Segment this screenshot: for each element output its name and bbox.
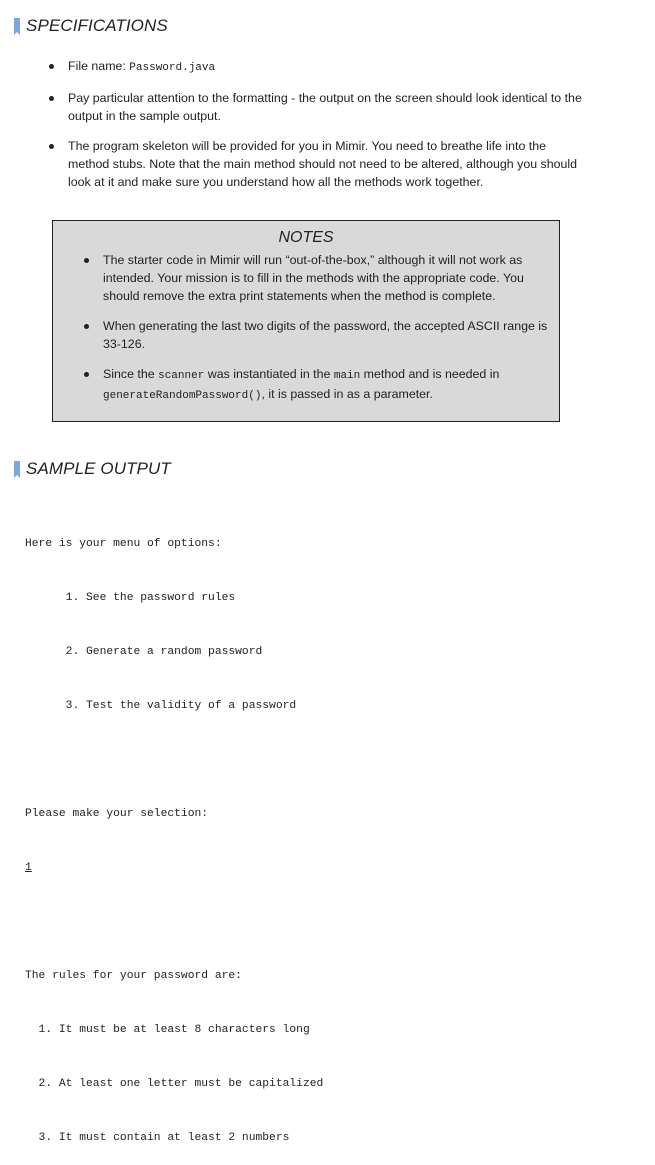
note-ascii-range: When generating the last two digits of the password, the accepted ASCII range is 33-126.	[103, 317, 553, 353]
selection-prompt: Please make your selection:	[25, 808, 209, 820]
generate-password-code: generateRandomPassword()	[103, 390, 262, 402]
specifications-title: SPECIFICATIONS	[26, 16, 168, 35]
sample-output-heading	[14, 459, 171, 479]
rule-3: 3. It must contain at least 2 numbers	[25, 1132, 290, 1144]
file-name-code: Password.java	[129, 62, 216, 74]
list-item-formatting: Pay particular attention to the formatting - the output on the screen should look identical to the output in the sample output.	[68, 89, 588, 125]
rule-1: 1. It must be at least 8 characters long	[25, 1024, 310, 1036]
notes-title: NOTES	[278, 229, 334, 246]
specifications-heading	[14, 16, 168, 36]
note-starter-code: The starter code in Mimir will run “out-of-the-box,” although it will not work as intended. Your mission is to fill in the methods with the appropriate code. You should remove the extra print statements when the method is complete.	[103, 251, 553, 305]
specifications-list	[68, 57, 588, 203]
main-code: main	[333, 370, 361, 382]
scanner-code: scanner	[158, 370, 205, 382]
user-selection: 1	[25, 862, 32, 874]
notes-list	[103, 251, 553, 417]
bookmark-icon	[14, 18, 20, 35]
sample-output-title: SAMPLE OUTPUT	[26, 459, 171, 478]
rules-header: The rules for your password are:	[25, 970, 242, 982]
list-item-file-name: File name: Password.java	[68, 57, 588, 77]
menu-header: Here is your menu of options:	[25, 538, 222, 550]
list-item-skeleton: The program skeleton will be provided for you in Mimir. You need to breathe life into the method stubs. Note that the main method should not need to be altered, although you should look at it and make sure you understand how all the methods work together.	[68, 137, 588, 191]
menu-option-2: 2. Generate a random password	[25, 646, 263, 658]
note-scanner: Since the scanner was instantiated in the main method and is needed in generateRandomPassword(), it is passed in as a parameter.	[103, 365, 553, 405]
rule-2: 2. At least one letter must be capitalized	[25, 1078, 324, 1090]
menu-option-1: 1. See the password rules	[25, 592, 236, 604]
sample-output-block	[25, 499, 323, 1165]
bookmark-icon	[14, 461, 20, 478]
menu-option-3: 3. Test the validity of a password	[25, 700, 297, 712]
notes-box	[52, 220, 560, 422]
